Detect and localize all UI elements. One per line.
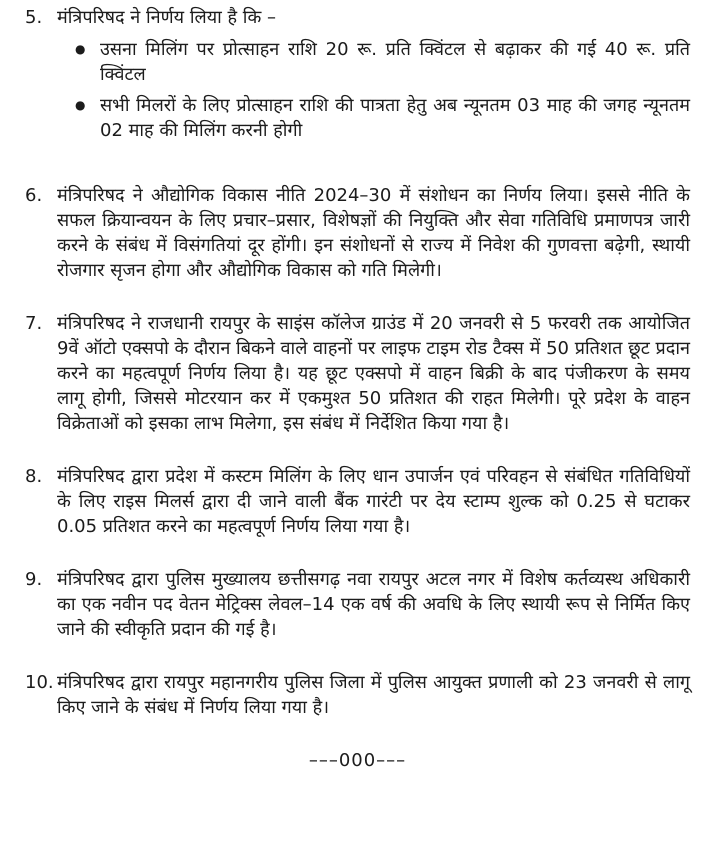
bullet-list xyxy=(57,37,690,143)
item-text: मंत्रिपरिषद द्वारा पुलिस मुख्यालय छत्तीसगढ़ नवा रायपुर अटल नगर में विशेष कर्तव्यस्थ अधिकारी का एक नवीन पद वेतन मेट्रिक्स लेवल–14 एक वर्ष की अवधि के लिए स्थायी रूप से निर्मित किए जाने की स्वीकृति प्रदान की गई है। xyxy=(57,569,690,640)
item-number: 5. xyxy=(25,7,43,28)
item-number: 8. xyxy=(25,466,43,487)
list-item-10 xyxy=(25,670,690,720)
item-number: 6. xyxy=(25,185,43,206)
list-item xyxy=(75,93,690,143)
end-marker: –––000––– xyxy=(308,750,407,771)
item-text: मंत्रिपरिषद द्वारा रायपुर महानगरीय पुलिस जिला में पुलिस आयुक्त प्रणाली को 23 जनवरी से लागू किए जाने के संबंध में निर्णय लिया गया है। xyxy=(57,672,690,718)
item-body xyxy=(57,5,690,143)
bullet-dot-icon: ● xyxy=(75,42,86,56)
item-number: 10. xyxy=(25,672,54,693)
item-text: मंत्रिपरिषद द्वारा प्रदेश में कस्टम मिलिंग के लिए धान उपार्जन एवं परिवहन से संबंधित गतिविधियों के लिए राइस मिलर्स द्वारा दी जाने वाली बैंक गारंटी पर देय स्टाम्प शुल्क को 0.25 से घटाकर 0.05 प्रतिशत करने का महत्वपूर्ण निर्णय लिया गया है। xyxy=(57,466,690,537)
bullet-dot-icon: ● xyxy=(75,98,86,112)
bullet-text: सभी मिलरों के लिए प्रोत्साहन राशि की पात्रता हेतु अब न्यूनतम 03 माह की जगह न्यूनतम 02 माह की मिलिंग करनी होगी xyxy=(100,95,690,141)
item-number: 7. xyxy=(25,313,43,334)
item-text: मंत्रिपरिषद ने निर्णय लिया है कि – xyxy=(57,7,277,28)
item-number: 9. xyxy=(25,569,43,590)
list-item-6 xyxy=(25,183,690,283)
list-item xyxy=(75,37,690,87)
item-text: मंत्रिपरिषद ने राजधानी रायपुर के साइंस कॉलेज ग्राउंड में 20 जनवरी से 5 फरवरी तक आयोजित 9वें ऑटो एक्सपो के दौरान बिकने वाले वाहनों पर लाइफ टाइम रोड टैक्स में 50 प्रतिशत छूट प्रदान करने का महत्वपूर्ण निर्णय लिया है। यह छूट एक्सपो में वाहन बिक्री के बाद पंजीकरण के समय लागू होगी, जिससे मोटरयान कर में एकमुश्त 50 प्रतिशत की राहत मिलेगी। पूरे प्रदेश के वाहन विक्रेताओं को इसका लाभ मिलेगा, इस संबंध में निर्देशित किया गया है। xyxy=(57,313,690,434)
item-text: मंत्रिपरिषद ने औद्योगिक विकास नीति 2024–30 में संशोधन का निर्णय लिया। इससे नीति के सफल क्रियान्वयन के लिए प्रचार–प्रसार, विशेषज्ञों की नियुक्ति और सेवा गतिविधि प्रमाणपत्र जारी करने के संबंध में विसंगतियां दूर होंगी। इन संशोधनों से राज्य में निवेश की गुणवत्ता बढ़ेगी, स्थायी रोजगार सृजन होगा और औद्योगिक विकास को गति मिलेगी। xyxy=(57,185,690,281)
list-item-5 xyxy=(25,5,690,143)
list-item-8 xyxy=(25,464,690,539)
list-item-7 xyxy=(25,311,690,436)
bullet-text: उसना मिलिंग पर प्रोत्साहन राशि 20 रू. प्रति क्विंटल से बढ़ाकर की गई 40 रू. प्रति क्विंटल xyxy=(100,39,690,85)
list-item-9 xyxy=(25,567,690,642)
